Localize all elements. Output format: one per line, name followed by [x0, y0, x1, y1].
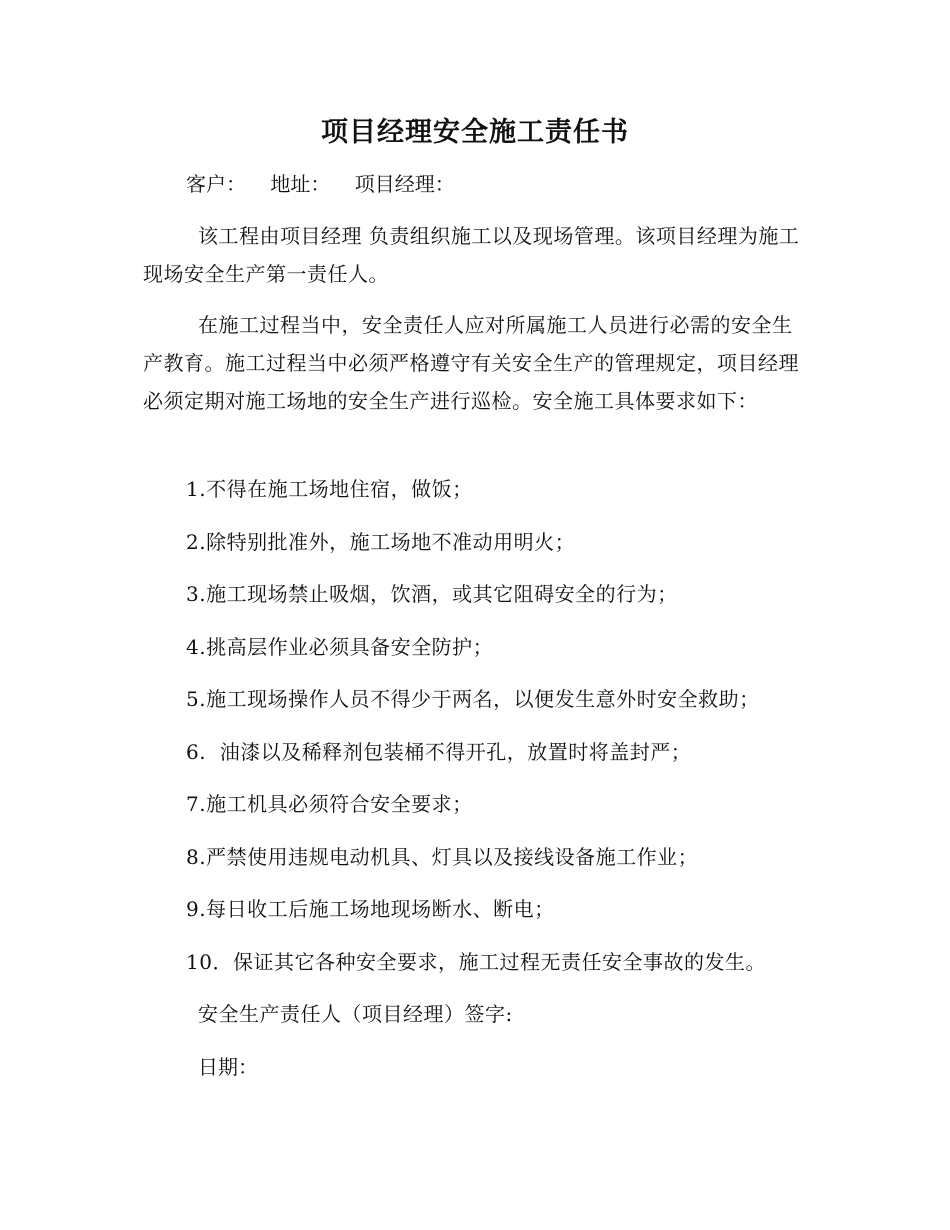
signature-label: 安全生产责任人（项目经理）签字:: [198, 1002, 513, 1026]
requirement-item-6: 6. 油漆以及稀释剂包装桶不得开孔，放置时将盖封严；: [186, 740, 692, 764]
requirement-item-7: 7.施工机具必须符合安全要求；: [186, 792, 473, 816]
paragraph-safety-education: 在施工过程当中，安全责任人应对所属施工人员进行必需的安全生产教育。施工过程当中必须严格遵守有关安全生产的管理规定，项目经理必须定期对施工场地的安全生产进行巡检。安全施工具体要求如下：: [143, 313, 799, 413]
info-line: [186, 170, 473, 198]
requirement-item-4: 4.挑高层作业必须具备安全防护；: [186, 635, 494, 659]
requirement-item-3: 3.施工现场禁止吸烟，饮酒，或其它阻碍安全的行为；: [186, 582, 678, 606]
requirement-item-10: 10．保证其它各种安全要求，施工过程无责任安全事故的发生。: [186, 950, 766, 974]
document-title: 项目经理安全施工责任书: [321, 117, 629, 148]
address-label: 地址：: [270, 172, 331, 196]
requirement-item-8: 8.严禁使用违规电动机具、灯具以及接线设备施工作业；: [186, 845, 699, 869]
requirement-item-1: 1.不得在施工场地住宿，做饭；: [186, 477, 473, 501]
date-label: 日期：: [198, 1055, 258, 1079]
requirement-item-9: 9.每日收工后施工场地现场断水、断电；: [186, 897, 555, 921]
requirement-item-2: 2.除特别批准外，施工场地不准动用明火；: [186, 530, 576, 554]
manager-label: 项目经理：: [354, 172, 455, 196]
requirement-item-5: 5.施工现场操作人员不得少于两名，以便发生意外时安全救助；: [186, 687, 760, 711]
client-label: 客户：: [186, 172, 246, 196]
paragraph-responsibility: 该工程由项目经理 负责组织施工以及现场管理。该项目经理为施工现场安全生产第一责任人。: [143, 224, 800, 286]
